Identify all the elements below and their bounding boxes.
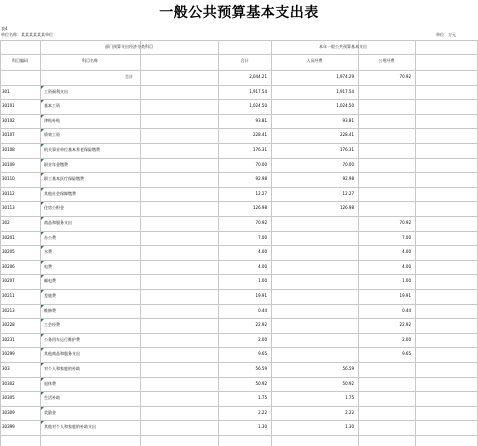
cell-personnel[interactable]: 228.41 <box>340 132 354 138</box>
cell-personnel[interactable]: 1.75 <box>345 395 354 401</box>
cell-personnel[interactable] <box>271 333 354 347</box>
cell-personnel[interactable]: 56.59 <box>342 366 354 371</box>
table-row[interactable] <box>0 333 478 347</box>
cell-code[interactable]: 30299 <box>2 351 15 357</box>
grid-line <box>0 318 478 319</box>
cell-name[interactable]: 基本工资 <box>44 103 60 109</box>
col-header-name: 科目名称 <box>82 58 98 63</box>
grid-line <box>0 143 478 144</box>
col-header-public: 公用经费 <box>378 58 395 63</box>
cell-personnel[interactable]: 1,024.50 <box>336 103 354 109</box>
table-row[interactable] <box>0 85 478 99</box>
cell-name[interactable]: 对个人和家庭的补助 <box>44 366 80 371</box>
cell-public[interactable] <box>358 377 411 391</box>
cell-total[interactable]: 93.81 <box>255 117 267 123</box>
grid-line <box>0 172 478 173</box>
cell-name[interactable]: 维修费 <box>44 307 56 313</box>
grid-line <box>0 85 478 86</box>
table-row[interactable] <box>0 318 478 332</box>
cell-code[interactable]: 30107 <box>2 132 15 138</box>
grid-line <box>0 333 478 334</box>
cell-total[interactable]: 19.91 <box>255 293 267 298</box>
grid-line <box>0 99 478 100</box>
header-group-left: 部门预算支出经济分类科目 <box>105 44 153 49</box>
cell-public[interactable]: 0.44 <box>402 307 411 313</box>
cell-code[interactable]: 30112 <box>2 190 15 196</box>
grid-line <box>0 54 478 55</box>
cell-code[interactable]: 30108 <box>2 147 15 152</box>
table-row[interactable] <box>0 362 478 376</box>
grid-line <box>0 391 478 392</box>
cell-code[interactable]: 302 <box>2 220 10 225</box>
cell-personnel[interactable] <box>271 231 354 245</box>
cell-name[interactable]: 商品和服务支出 <box>44 220 72 225</box>
cell-personnel[interactable] <box>271 347 354 361</box>
cell-personnel[interactable]: 1.30 <box>345 424 354 430</box>
form-code: 表4 <box>1 26 8 31</box>
cell-code[interactable]: 30309 <box>2 409 15 415</box>
cell-public[interactable]: 4.00 <box>402 263 411 269</box>
table-row[interactable] <box>0 406 478 420</box>
cell-public[interactable] <box>358 391 411 405</box>
cell-personnel[interactable] <box>271 245 354 259</box>
cell-code[interactable]: 301 <box>2 88 10 94</box>
cell-personnel[interactable]: 1,917.54 <box>336 88 354 94</box>
cell-total[interactable]: 92.98 <box>255 176 267 182</box>
table-row[interactable] <box>0 347 478 361</box>
cell-personnel[interactable] <box>271 260 354 274</box>
cell-name[interactable]: 办公费 <box>44 234 56 240</box>
cell-name[interactable]: 住房公积金 <box>44 205 64 211</box>
grid-line <box>0 187 478 188</box>
cell-public[interactable]: 9.65 <box>402 351 411 357</box>
cell-total[interactable]: 2.00 <box>258 336 267 342</box>
cell-total[interactable]: 2.22 <box>258 409 267 415</box>
cell-public[interactable]: 70.92 <box>399 74 411 79</box>
cell-code[interactable]: 30201 <box>2 234 15 240</box>
table-row[interactable] <box>0 187 478 201</box>
cell-name[interactable]: 绩效工资 <box>44 132 60 138</box>
cell-public[interactable] <box>358 406 411 420</box>
cell-name[interactable]: 差旅费 <box>44 293 56 298</box>
table-row[interactable] <box>0 114 478 128</box>
table-row[interactable] <box>0 377 478 391</box>
col-header-personnel: 人员经费 <box>306 58 323 63</box>
cell-personnel[interactable] <box>271 216 354 230</box>
cell-public[interactable]: 22.92 <box>399 322 411 328</box>
cell-code[interactable]: 30399 <box>2 424 15 430</box>
cell-total[interactable]: 176.31 <box>253 147 267 152</box>
cell-name[interactable]: 机关事业单位基本养老保险缴费 <box>44 147 100 152</box>
cell-public[interactable] <box>358 158 411 172</box>
cell-total[interactable]: 56.59 <box>255 366 267 371</box>
cell-name[interactable]: 工会经费 <box>44 322 60 328</box>
cell-public[interactable]: 1.00 <box>402 278 411 284</box>
cell-name[interactable]: 工资福利支出 <box>44 88 68 94</box>
unit-measure: 单位：万元 <box>436 32 456 37</box>
cell-personnel[interactable]: 126.98 <box>340 205 354 211</box>
table-row[interactable] <box>0 245 478 259</box>
cell-code[interactable]: 30102 <box>2 117 15 123</box>
cell-public[interactable] <box>358 201 411 215</box>
cell-total[interactable]: 50.92 <box>255 380 267 386</box>
table-row[interactable] <box>0 128 478 142</box>
grid-line <box>0 377 478 378</box>
grid-line <box>0 274 478 275</box>
grid-line <box>0 128 478 129</box>
cell-total[interactable]: 2,044.21 <box>249 74 267 79</box>
cell-total[interactable]: 7.00 <box>258 234 267 240</box>
grid-line <box>0 245 478 246</box>
table-row[interactable] <box>0 289 478 303</box>
cell-public[interactable] <box>358 172 411 186</box>
cell-code[interactable]: 303 <box>2 366 10 371</box>
cell-total[interactable]: 9.65 <box>258 351 267 357</box>
table-row[interactable] <box>0 420 478 434</box>
cell-total[interactable]: 70.92 <box>255 220 267 225</box>
grid-line <box>0 114 478 115</box>
table-row[interactable] <box>0 99 478 113</box>
cell-public[interactable] <box>358 187 411 201</box>
cell-code[interactable]: 30110 <box>2 176 15 182</box>
cell-total[interactable]: 1.75 <box>258 395 267 401</box>
table-row[interactable] <box>0 391 478 405</box>
grid-line <box>0 158 478 159</box>
table-row[interactable] <box>0 216 478 230</box>
page-title: 一般公共预算基本支出表 <box>159 5 319 21</box>
cell-total[interactable]: 1,024.50 <box>249 103 267 109</box>
cell-code[interactable]: 30302 <box>2 380 15 386</box>
col-header-code: 科目编码 <box>12 58 28 63</box>
grid-line <box>0 201 478 202</box>
cell-code[interactable]: 30205 <box>2 249 15 255</box>
table-row[interactable] <box>0 231 478 245</box>
cell-personnel[interactable]: 92.98 <box>342 176 354 182</box>
col-header-total: 合计 <box>240 58 249 63</box>
table-row[interactable] <box>0 201 478 215</box>
cell-name[interactable]: 退休费 <box>44 380 56 386</box>
cell-total[interactable]: 22.92 <box>255 322 267 328</box>
cell-name[interactable]: 生活补助 <box>44 395 60 401</box>
cell-code[interactable]: 30207 <box>2 278 15 284</box>
unit-name: 单位名称：某某某某某某单位 <box>1 32 53 37</box>
cell-public[interactable] <box>358 128 411 142</box>
cell-personnel[interactable] <box>271 318 354 332</box>
grid-line <box>0 70 478 71</box>
cell-name[interactable]: 其他社会保障缴费 <box>44 190 76 196</box>
spreadsheet-grid[interactable] <box>0 40 478 446</box>
grid-line <box>0 304 478 305</box>
cell-personnel[interactable] <box>271 304 354 318</box>
grid-line <box>0 347 478 348</box>
table-row[interactable] <box>0 143 478 157</box>
table-row[interactable] <box>0 172 478 186</box>
cell-public[interactable]: 7.00 <box>402 234 411 240</box>
cell-total[interactable]: 228.41 <box>253 132 267 138</box>
cell-personnel[interactable]: 70.00 <box>342 161 354 167</box>
cell-personnel[interactable]: 1,974.29 <box>336 74 354 79</box>
cell-code[interactable]: 30228 <box>2 322 15 328</box>
cell-code[interactable]: 30211 <box>2 293 15 298</box>
cell-personnel[interactable]: 176.31 <box>340 147 354 152</box>
header-col-row <box>0 54 478 68</box>
cell-name[interactable]: 奖励金 <box>44 409 56 415</box>
cell-public[interactable] <box>358 85 411 99</box>
grid-line <box>0 231 478 232</box>
grid-line <box>0 260 478 261</box>
table-row[interactable] <box>0 304 478 318</box>
cell-public[interactable]: 2.00 <box>402 336 411 342</box>
table-row[interactable] <box>0 70 478 84</box>
cell-name[interactable]: 职业年金缴费 <box>44 161 68 167</box>
grid-line <box>0 362 478 363</box>
cell-total[interactable]: 70.00 <box>255 161 267 167</box>
cell-public[interactable]: 70.92 <box>399 220 411 225</box>
cell-code[interactable]: 30305 <box>2 395 15 401</box>
cell-total[interactable]: 1.00 <box>258 278 267 284</box>
cell-personnel[interactable] <box>271 274 354 288</box>
cell-name[interactable]: 水费 <box>44 249 52 255</box>
grid-line <box>0 216 478 217</box>
cell-total[interactable]: 1,917.54 <box>249 88 267 94</box>
cell-name[interactable]: 邮电费 <box>44 278 56 284</box>
cell-public[interactable] <box>358 362 411 376</box>
cell-code[interactable]: 30113 <box>2 205 15 211</box>
cell-personnel[interactable]: 12.27 <box>342 190 354 196</box>
cell-total[interactable]: 1.30 <box>258 424 267 430</box>
cell-name[interactable]: 电费 <box>44 263 52 269</box>
cell-total[interactable]: 0.44 <box>258 307 267 313</box>
cell-name[interactable]: 合计 <box>125 74 133 79</box>
cell-name[interactable]: 职工基本医疗保险缴费 <box>44 176 84 182</box>
table-row[interactable] <box>0 158 478 172</box>
cell-public[interactable] <box>358 420 411 434</box>
cell-personnel[interactable] <box>271 289 354 303</box>
cell-total[interactable]: 12.27 <box>255 190 267 196</box>
cell-personnel[interactable]: 93.81 <box>342 117 354 123</box>
cell-public[interactable] <box>358 143 411 157</box>
header-group-row <box>0 40 478 54</box>
grid-line <box>0 420 478 421</box>
grid-line <box>0 435 478 436</box>
cell-code[interactable]: 30213 <box>2 307 15 313</box>
cell-total[interactable]: 4.00 <box>258 263 267 269</box>
cell-code[interactable]: 30206 <box>2 263 15 269</box>
cell-public[interactable]: 19.91 <box>399 293 411 298</box>
grid-line <box>0 289 478 290</box>
cell-code[interactable]: 30101 <box>2 103 15 109</box>
cell-name[interactable]: 其他商品和服务支出 <box>44 351 80 357</box>
cell-total[interactable]: 4.00 <box>258 249 267 255</box>
cell-public[interactable] <box>358 114 411 128</box>
grid-line <box>0 40 478 41</box>
table-row[interactable] <box>0 274 478 288</box>
cell-code[interactable]: 30109 <box>2 161 15 167</box>
cell-personnel[interactable]: 2.22 <box>345 409 354 415</box>
cell-total[interactable]: 126.98 <box>253 205 267 211</box>
cell-public[interactable]: 4.00 <box>402 249 411 255</box>
cell-public[interactable] <box>358 99 411 113</box>
header-group-right: 本年一般公共预算基本支出 <box>319 44 367 49</box>
cell-personnel[interactable]: 50.92 <box>342 380 354 386</box>
cell-code[interactable] <box>2 70 40 84</box>
cell-code[interactable]: 30231 <box>2 336 15 342</box>
table-row[interactable] <box>0 260 478 274</box>
cell-name[interactable]: 津贴补贴 <box>44 117 60 123</box>
cell-name[interactable]: 其他对个人和家庭的补助支出 <box>44 424 96 430</box>
cell-name[interactable]: 公务用车运行维护费 <box>44 336 80 342</box>
grid-line <box>0 406 478 407</box>
